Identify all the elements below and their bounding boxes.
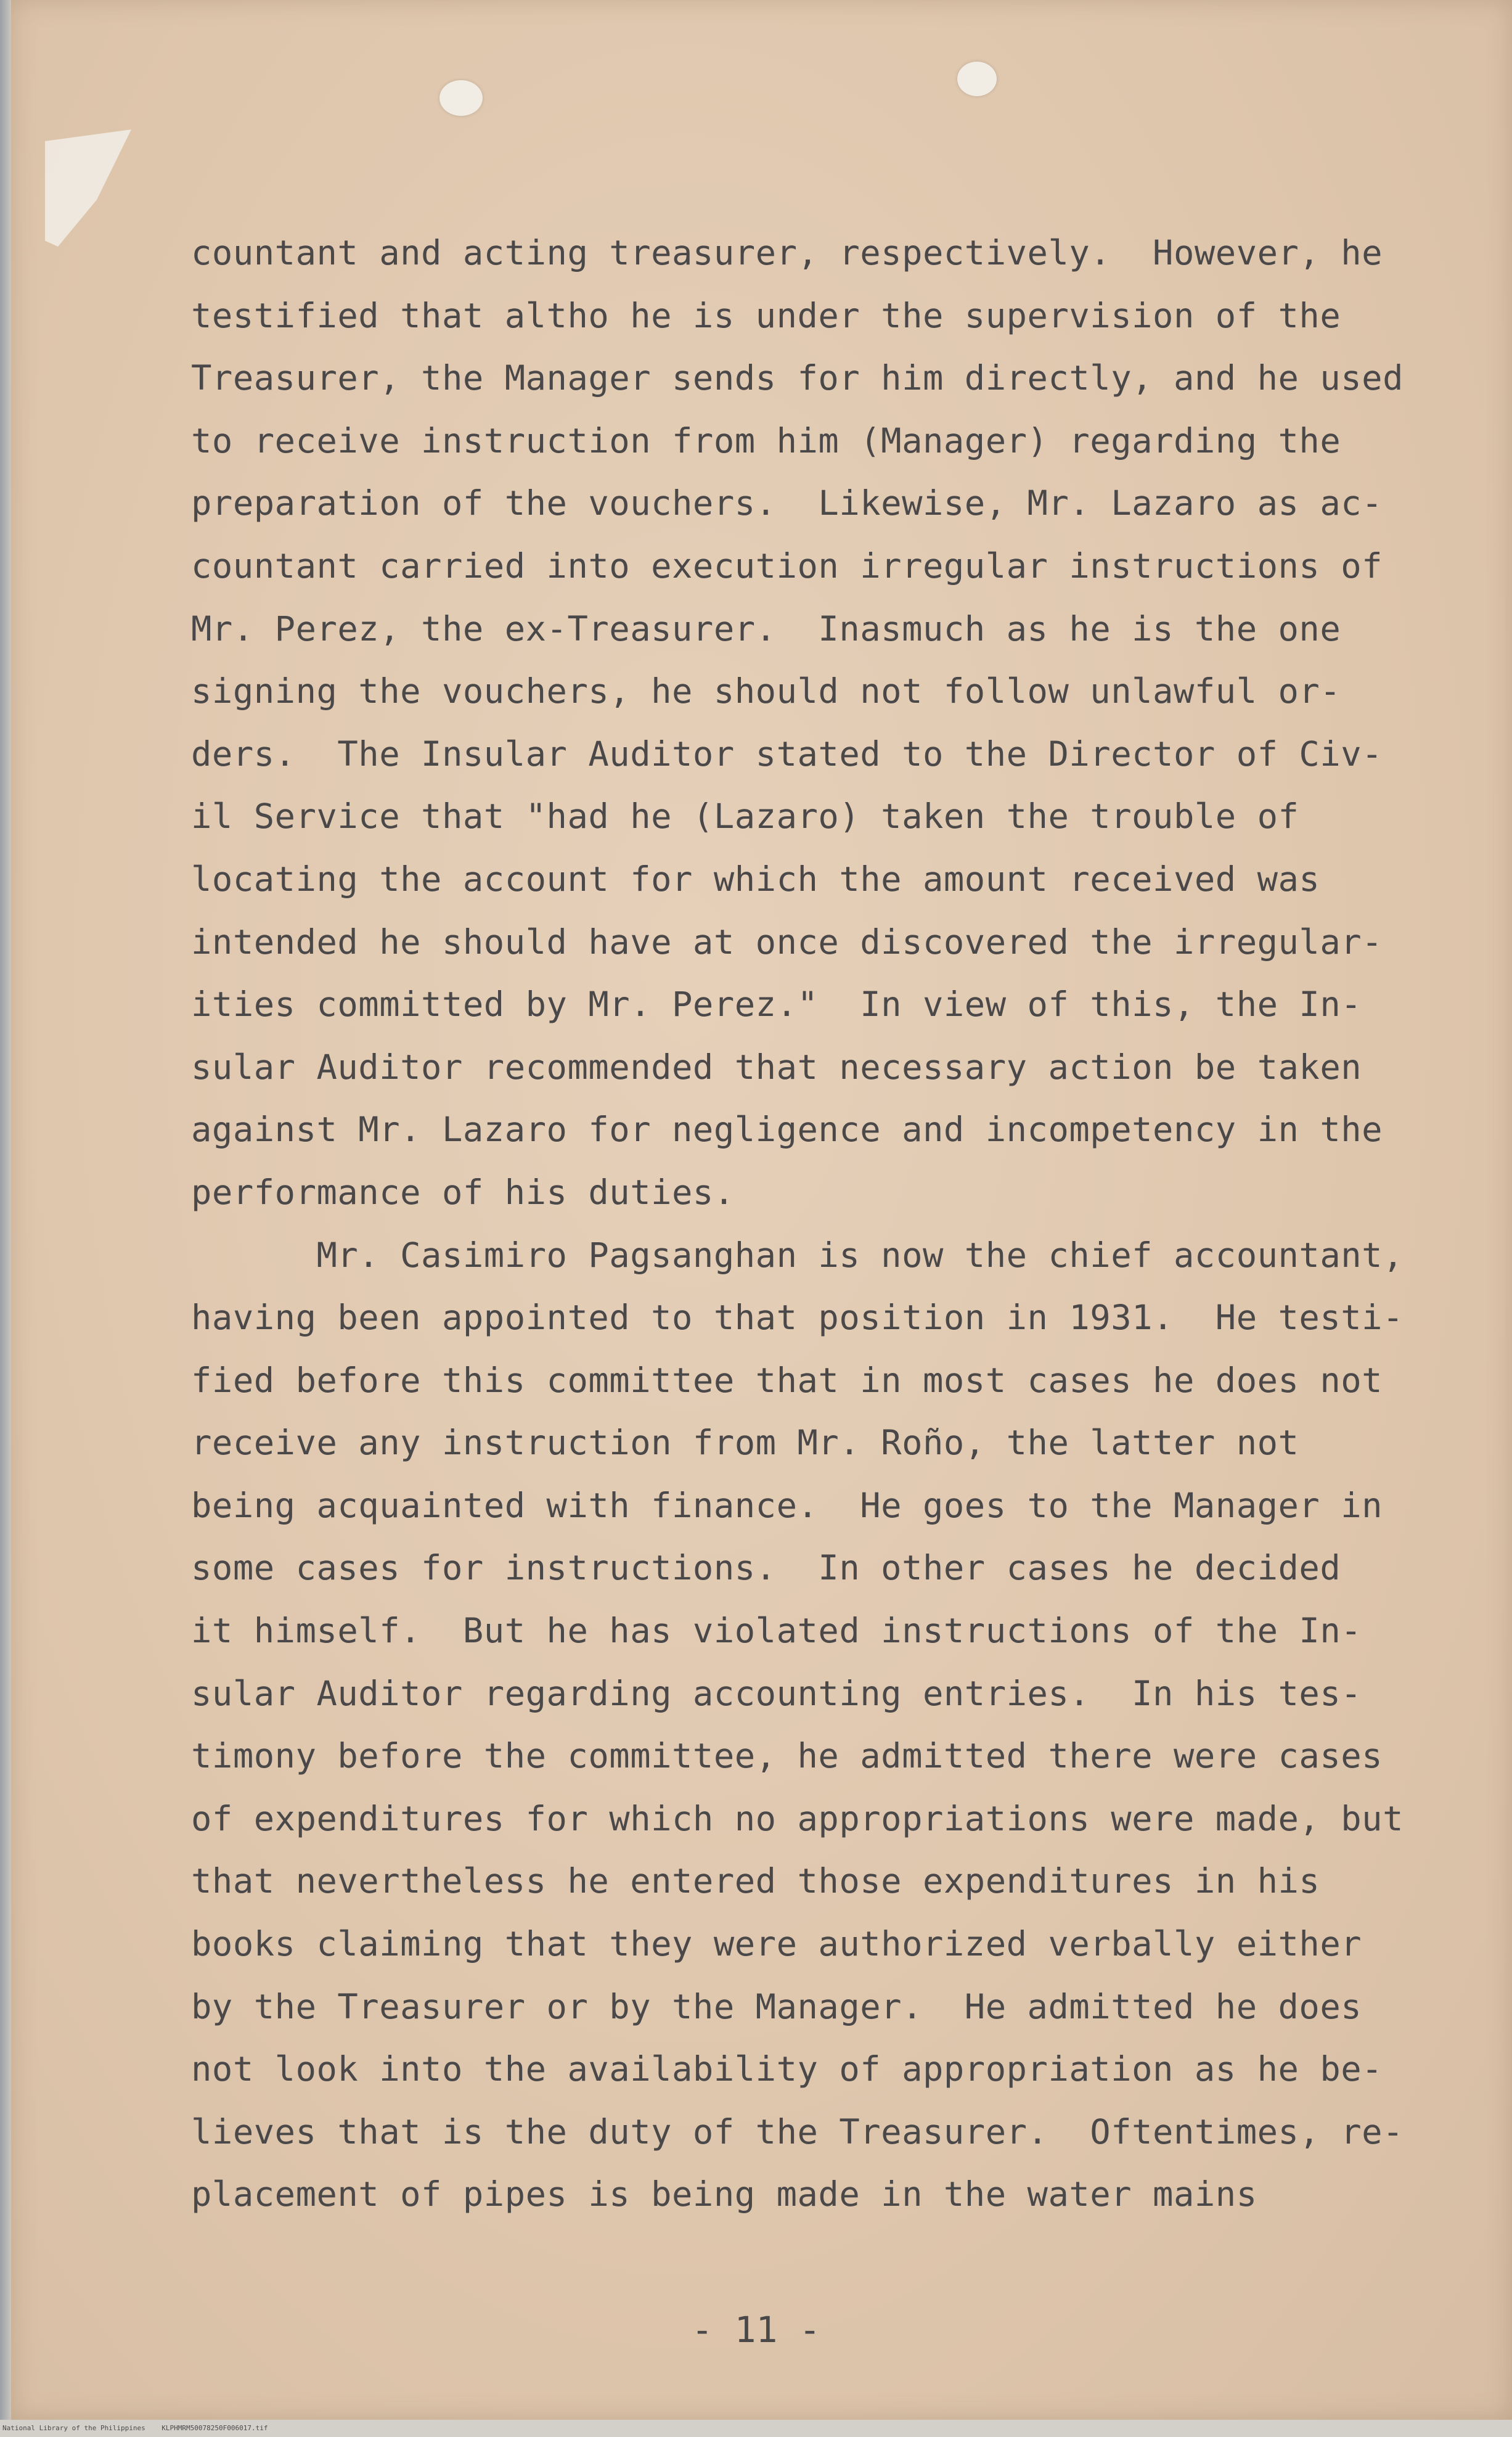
text-line: of expenditures for which no appropriations were made, but — [191, 1798, 1404, 1839]
text-line: preparation of the vouchers. Likewise, Mr. Lazaro as ac- — [191, 483, 1383, 524]
text-line: ities committed by Mr. Perez." In view of this, the In- — [191, 985, 1362, 1025]
punch-hole — [957, 62, 997, 96]
text-line: it himself. But he has violated instructions of the In- — [191, 1611, 1362, 1652]
text-line: having been appointed to that position in 1931. He testi- — [191, 1298, 1404, 1338]
page-number: - 11 - — [691, 2309, 821, 2351]
text-line: fied before this committee that in most cases he does not — [191, 1360, 1383, 1401]
text-line: timony before the committee, he admitted there were cases — [191, 1736, 1383, 1777]
text-line: signing the vouchers, he should not follow unlawful or- — [191, 671, 1341, 712]
text-line: countant carried into execution irregular instructions of — [191, 546, 1383, 586]
text-line: placement of pipes is being made in the water mains — [191, 2174, 1257, 2215]
text-line: performance of his duties. — [191, 1172, 735, 1213]
text-line: Mr. Casimiro Pagsanghan is now the chief accountant, — [191, 1235, 1404, 1276]
text-line: il Service that "had he (Lazaro) taken the trouble of — [191, 797, 1299, 837]
typed-body-text — [191, 222, 1404, 2226]
text-line: locating the account for which the amount received was — [191, 859, 1320, 899]
text-line: that nevertheless he entered those expenditures in his — [191, 1861, 1320, 1902]
text-line: lieves that is the duty of the Treasurer. Oftentimes, re- — [191, 2111, 1404, 2152]
paper-tear — [45, 129, 131, 247]
text-line: by the Treasurer or by the Manager. He admitted he does — [191, 1986, 1362, 2027]
text-line: Mr. Perez, the ex-Treasurer. Inasmuch as he is the one — [191, 608, 1341, 649]
text-line: to receive instruction from him (Manager) regarding the — [191, 420, 1341, 461]
text-line: books claiming that they were authorized verbally either — [191, 1924, 1362, 1965]
scan-footer-label: National Library of the Philippines KLPHMRM50078250F006017.tif — [2, 2424, 268, 2432]
scan-edge — [0, 0, 11, 2437]
punch-hole — [439, 80, 483, 116]
text-line: countant and acting treasurer, respectively. However, he — [191, 233, 1383, 273]
text-line: not look into the availability of appropriation as he be- — [191, 2049, 1383, 2090]
text-line: against Mr. Lazaro for negligence and incompetency in the — [191, 1110, 1383, 1150]
text-line: testified that altho he is under the supervision of the — [191, 295, 1341, 336]
text-line: intended he should have at once discovered the irregular- — [191, 922, 1383, 962]
text-line: sular Auditor regarding accounting entries. In his tes- — [191, 1673, 1362, 1714]
text-line: being acquainted with finance. He goes to the Manager in — [191, 1485, 1383, 1526]
text-line: receive any instruction from Mr. Roño, the latter not — [191, 1423, 1299, 1464]
text-line: ders. The Insular Auditor stated to the Director of Civ- — [191, 734, 1383, 774]
text-line: some cases for instructions. In other cases he decided — [191, 1548, 1341, 1589]
text-line: Treasurer, the Manager sends for him directly, and he used — [191, 358, 1404, 399]
text-line: sular Auditor recommended that necessary action be taken — [191, 1047, 1362, 1087]
